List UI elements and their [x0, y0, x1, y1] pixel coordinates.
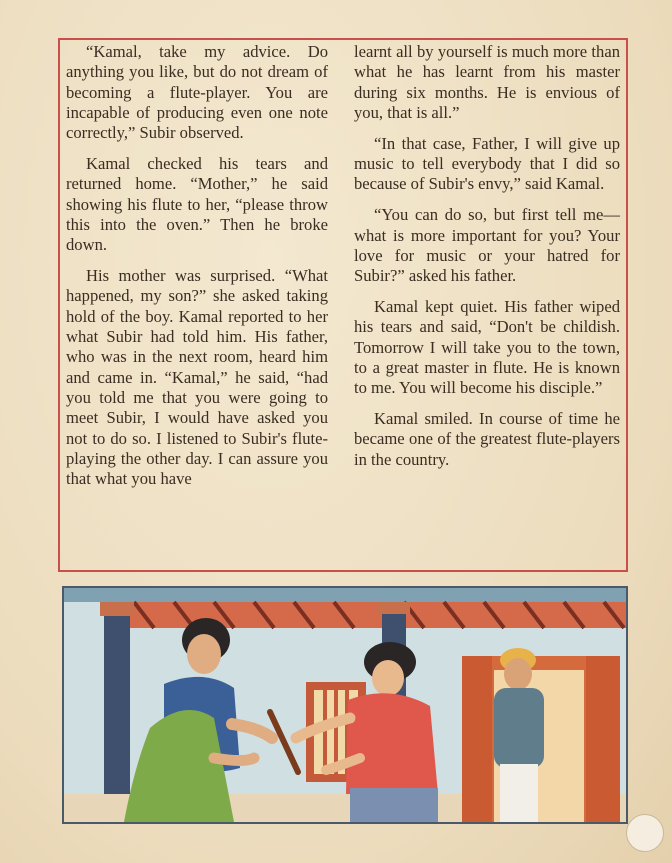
publisher-logo — [626, 814, 664, 852]
right-text-column — [354, 42, 620, 481]
paragraph: “In that case, Father, I will give up music to tell everybody that I did so because of Subir's envy,” said Kamal. — [354, 133, 620, 194]
paragraph: Kamal checked his tears and returned home. “Mother,” he said showing his flute to her, “please throw this into the oven.” Then he broke down. — [66, 154, 328, 255]
paragraph: Kamal smiled. In course of time he became one of the greatest flute-players in the country. — [354, 409, 620, 469]
paragraph: His mother was surprised. “What happened, my son?” she asked taking hold of the boy. Kamal reported to her what Subir had told him. His father, who was in the next room, heard him and came in. “Kamal,” he said, “had you told me that you were going to meet Subir, I would have asked you not to do so. I listened to Subir's flute-playing the other day. I can assure you that what you have — [66, 266, 328, 489]
illustration-drawing — [64, 588, 626, 822]
left-text-column — [66, 42, 328, 500]
paragraph: “You can do so, but first tell me—what is more important for you? Your love for music or your hatred for Subir?” asked his father. — [354, 205, 620, 286]
paragraph: “Kamal, take my advice. Do anything you like, but do not dream of becoming a flute-player. You are incapable of producing even one note correctly,” Subir observed. — [66, 42, 328, 143]
paragraph: learnt all by yourself is much more than what he has learnt from his master during six months. He is envious of you, that is all.” — [354, 42, 620, 122]
story-illustration — [62, 586, 628, 824]
paragraph: Kamal kept quiet. His father wiped his tears and said, “Don't be childish. Tomorrow I will take you to the town, to a great master in flute. He is known to me. You will become his disciple.” — [354, 297, 620, 398]
